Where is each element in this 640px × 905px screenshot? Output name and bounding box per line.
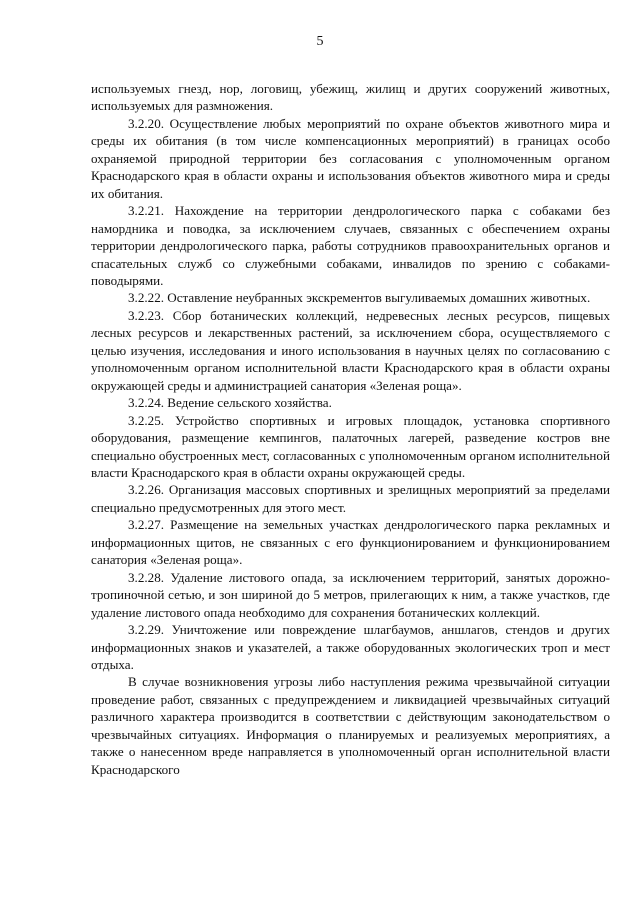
- paragraph-3-2-20: 3.2.20. Осуществление любых мероприятий по охране объектов животного мира и среды их обитания (в том числе компенсационных мероприятий) в границах особо охраняемой природной территории без согласования с уполномоченным органом Краснодарского края в области охраны и использования объектов животного мира и среды их обитания.: [91, 115, 610, 201]
- paragraph-3-2-25: 3.2.25. Устройство спортивных и игровых площадок, установка спортивного оборудования, размещение кемпингов, палаточных лагерей, разведение костров вне специально обустроенных мест, согласованных с уполномоченным органом исполнительной власти Краснодарского края в области охраны окружающей среды.: [91, 412, 610, 480]
- paragraph-emergency: В случае возникновения угрозы либо наступления режима чрезвычайной ситуации проведение работ, связанных с предупреждением и ликвидацией чрезвычайных ситуаций различного характера производится в соответствии с действующим законодательством о чрезвычайных ситуациях. Информация о планируемых и реализуемых мероприятиях, а также о нанесенном вреде направляется в уполномоченный орган исполнительной власти Краснодарского: [91, 674, 610, 777]
- paragraph-3-2-28: 3.2.28. Удаление листового опада, за исключением территорий, занятых дорожно-тропиночной сетью, и зон шириной до 5 метров, прилегающих к ним, а также участков, где удаление листового опада необходимо для сохранения ботанических коллекций.: [91, 569, 610, 620]
- document-body: [91, 80, 610, 778]
- paragraph-3-2-29: 3.2.29. Уничтожение или повреждение шлагбаумов, аншлагов, стендов и других информационных знаков и указателей, а также оборудованных экологических троп и мест отдыха.: [91, 622, 610, 672]
- paragraph-3-2-23: 3.2.23. Сбор ботанических коллекций, недревесных лесных ресурсов, пищевых лесных ресурсов и лекарственных растений, за исключением сбора, осуществляемого с целью изучения, исследования и иного использования в научных целях по согласованию с уполномоченным органом исполнительной власти Краснодарского края в области охраны окружающей среды и администрацией санатория «Зеленая роща».: [91, 307, 610, 393]
- paragraph-3-2-27: 3.2.27. Размещение на земельных участках дендрологического парка рекламных и информационных щитов, не связанных с его функционированием и функционированием санатория «Зеленая роща».: [91, 517, 610, 568]
- paragraph-3-2-24: 3.2.24. Ведение сельского хозяйства.: [128, 395, 332, 411]
- paragraph-3-2-22: 3.2.22. Оставление неубранных экскрементов выгуливаемых домашних животных.: [128, 290, 591, 306]
- paragraph-3-2-21: 3.2.21. Нахождение на территории дендрологического парка с собаками без намордника и поводка, за исключением случаев, связанных с обеспечением охраны территории дендрологического парка, работы сотрудников правоохранительных органов и спасательных служб со служебными собаками, инвалидов по зрению с собаками-поводырями.: [91, 203, 610, 288]
- page-number: 5: [316, 34, 324, 49]
- paragraph-continuation: используемых гнезд, нор, логовищ, убежищ, жилищ и других сооружений животных, используемых для размножения.: [91, 81, 610, 114]
- paragraph-3-2-26: 3.2.26. Организация массовых спортивных и зрелищных мероприятий за пределами специально предусмотренных для этого мест.: [91, 482, 610, 515]
